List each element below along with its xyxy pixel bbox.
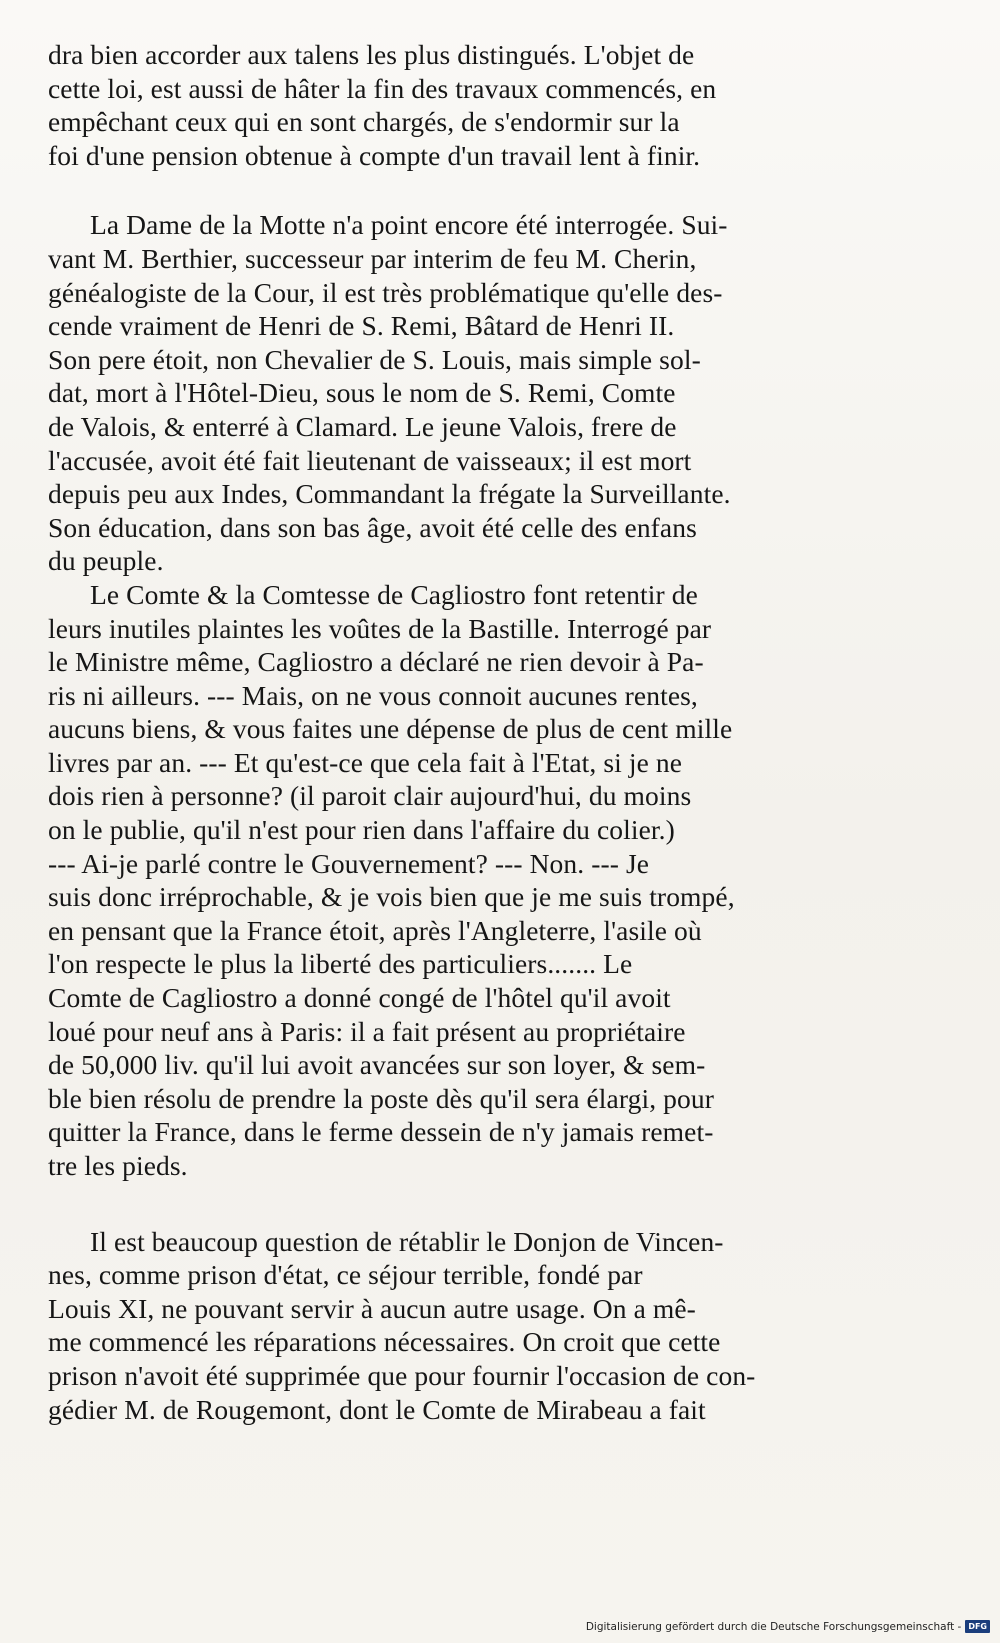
text-line: le Ministre même, Cagliostro a déclaré ne rien devoir à Pa- <box>48 646 704 678</box>
text-line: depuis peu aux Indes, Commandant la frégate la Surveillante. <box>48 478 731 510</box>
text-line: cende vraiment de Henri de S. Remi, Bâtard de Henri II. <box>48 310 675 342</box>
text-line: leurs inutiles plaintes les voûtes de la Bastille. Interrogé par <box>48 612 712 644</box>
text-line: Le Comte & la Comtesse de Cagliostro font retentir de <box>90 578 698 610</box>
text-line: Son pere étoit, non Chevalier de S. Louis, mais simple sol- <box>48 343 701 375</box>
text-line: La Dame de la Motte n'a point encore été interrogée. Sui- <box>90 209 728 241</box>
paragraph-gap <box>48 172 948 208</box>
dfg-logo-icon: DFG <box>965 1620 990 1633</box>
digitization-credit <box>586 1620 990 1633</box>
paragraph-gap <box>48 1183 948 1225</box>
page-body-text <box>48 38 948 1426</box>
text-line: généalogiste de la Cour, il est très problématique qu'elle des- <box>48 276 723 308</box>
text-line: prison n'avoit été supprimée que pour fournir l'occasion de con- <box>48 1359 756 1391</box>
text-line: dat, mort à l'Hôtel-Dieu, sous le nom de S. Remi, Comte <box>48 377 676 409</box>
text-line: empêchant ceux qui en sont chargés, de s'endormir sur la <box>48 106 680 138</box>
text-line: loué pour neuf ans à Paris: il a fait présent au propriétaire <box>48 1015 686 1047</box>
text-line: livres par an. --- Et qu'est-ce que cela fait à l'Etat, si je ne <box>48 746 683 778</box>
text-line: --- Ai-je parlé contre le Gouvernement? --- Non. --- Je <box>48 847 650 879</box>
text-line: on le publie, qu'il n'est pour rien dans l'affaire du colier.) <box>48 814 675 846</box>
text-line: du peuple. <box>48 545 164 577</box>
text-line: Il est beaucoup question de rétablir le Donjon de Vincen- <box>90 1225 724 1257</box>
text-line: dois rien à personne? (il paroit clair aujourd'hui, du moins <box>48 780 692 812</box>
text-line: en pensant que la France étoit, après l'Angleterre, l'asile où <box>48 914 702 946</box>
text-line: gédier M. de Rougemont, dont le Comte de Mirabeau a fait <box>48 1393 706 1425</box>
text-line: l'accusée, avoit été fait lieutenant de vaisseaux; il est mort <box>48 444 692 476</box>
text-line: tre les pieds. <box>48 1150 188 1181</box>
text-line: nes, comme prison d'état, ce séjour terrible, fondé par <box>48 1259 643 1291</box>
text-line: Son éducation, dans son bas âge, avoit été celle des enfans <box>48 511 697 543</box>
text-line: cette loi, est aussi de hâter la fin des travaux commencés, en <box>48 72 717 104</box>
text-line: ris ni ailleurs. --- Mais, on ne vous connoit aucunes rentes, <box>48 679 698 711</box>
text-line: suis donc irréprochable, & je vois bien que je me suis trompé, <box>48 881 735 913</box>
credit-text: Digitalisierung gefördert durch die Deutsche Forschungsgemeinschaft - <box>585 1620 962 1633</box>
text-line: Louis XI, ne pouvant servir à aucun autre usage. On a mê- <box>48 1292 696 1324</box>
text-line: ble bien résolu de prendre la poste dès qu'il sera élargi, pour <box>48 1082 714 1114</box>
text-line: dra bien accorder aux talens les plus distingués. L'objet de <box>48 39 695 70</box>
text-line: aucuns biens, & vous faites une dépense de plus de cent mille <box>48 713 733 745</box>
text-line: vant M. Berthier, successeur par interim de feu M. Cherin, <box>48 242 697 274</box>
text-line: foi d'une pension obtenue à compte d'un travail lent à finir. <box>48 139 701 171</box>
text-line: me commencé les réparations nécessaires. On croit que cette <box>48 1326 721 1358</box>
text-line: de Valois, & enterré à Clamard. Le jeune Valois, frere de <box>48 410 677 442</box>
text-line: l'on respecte le plus la liberté des particuliers....... Le <box>48 948 633 980</box>
text-line: Comte de Cagliostro a donné congé de l'hôtel qu'il avoit <box>48 982 671 1014</box>
text-line: de 50,000 liv. qu'il lui avoit avancées sur son loyer, & sem- <box>48 1049 706 1081</box>
text-line: quitter la France, dans le ferme dessein de n'y jamais remet- <box>48 1116 714 1148</box>
